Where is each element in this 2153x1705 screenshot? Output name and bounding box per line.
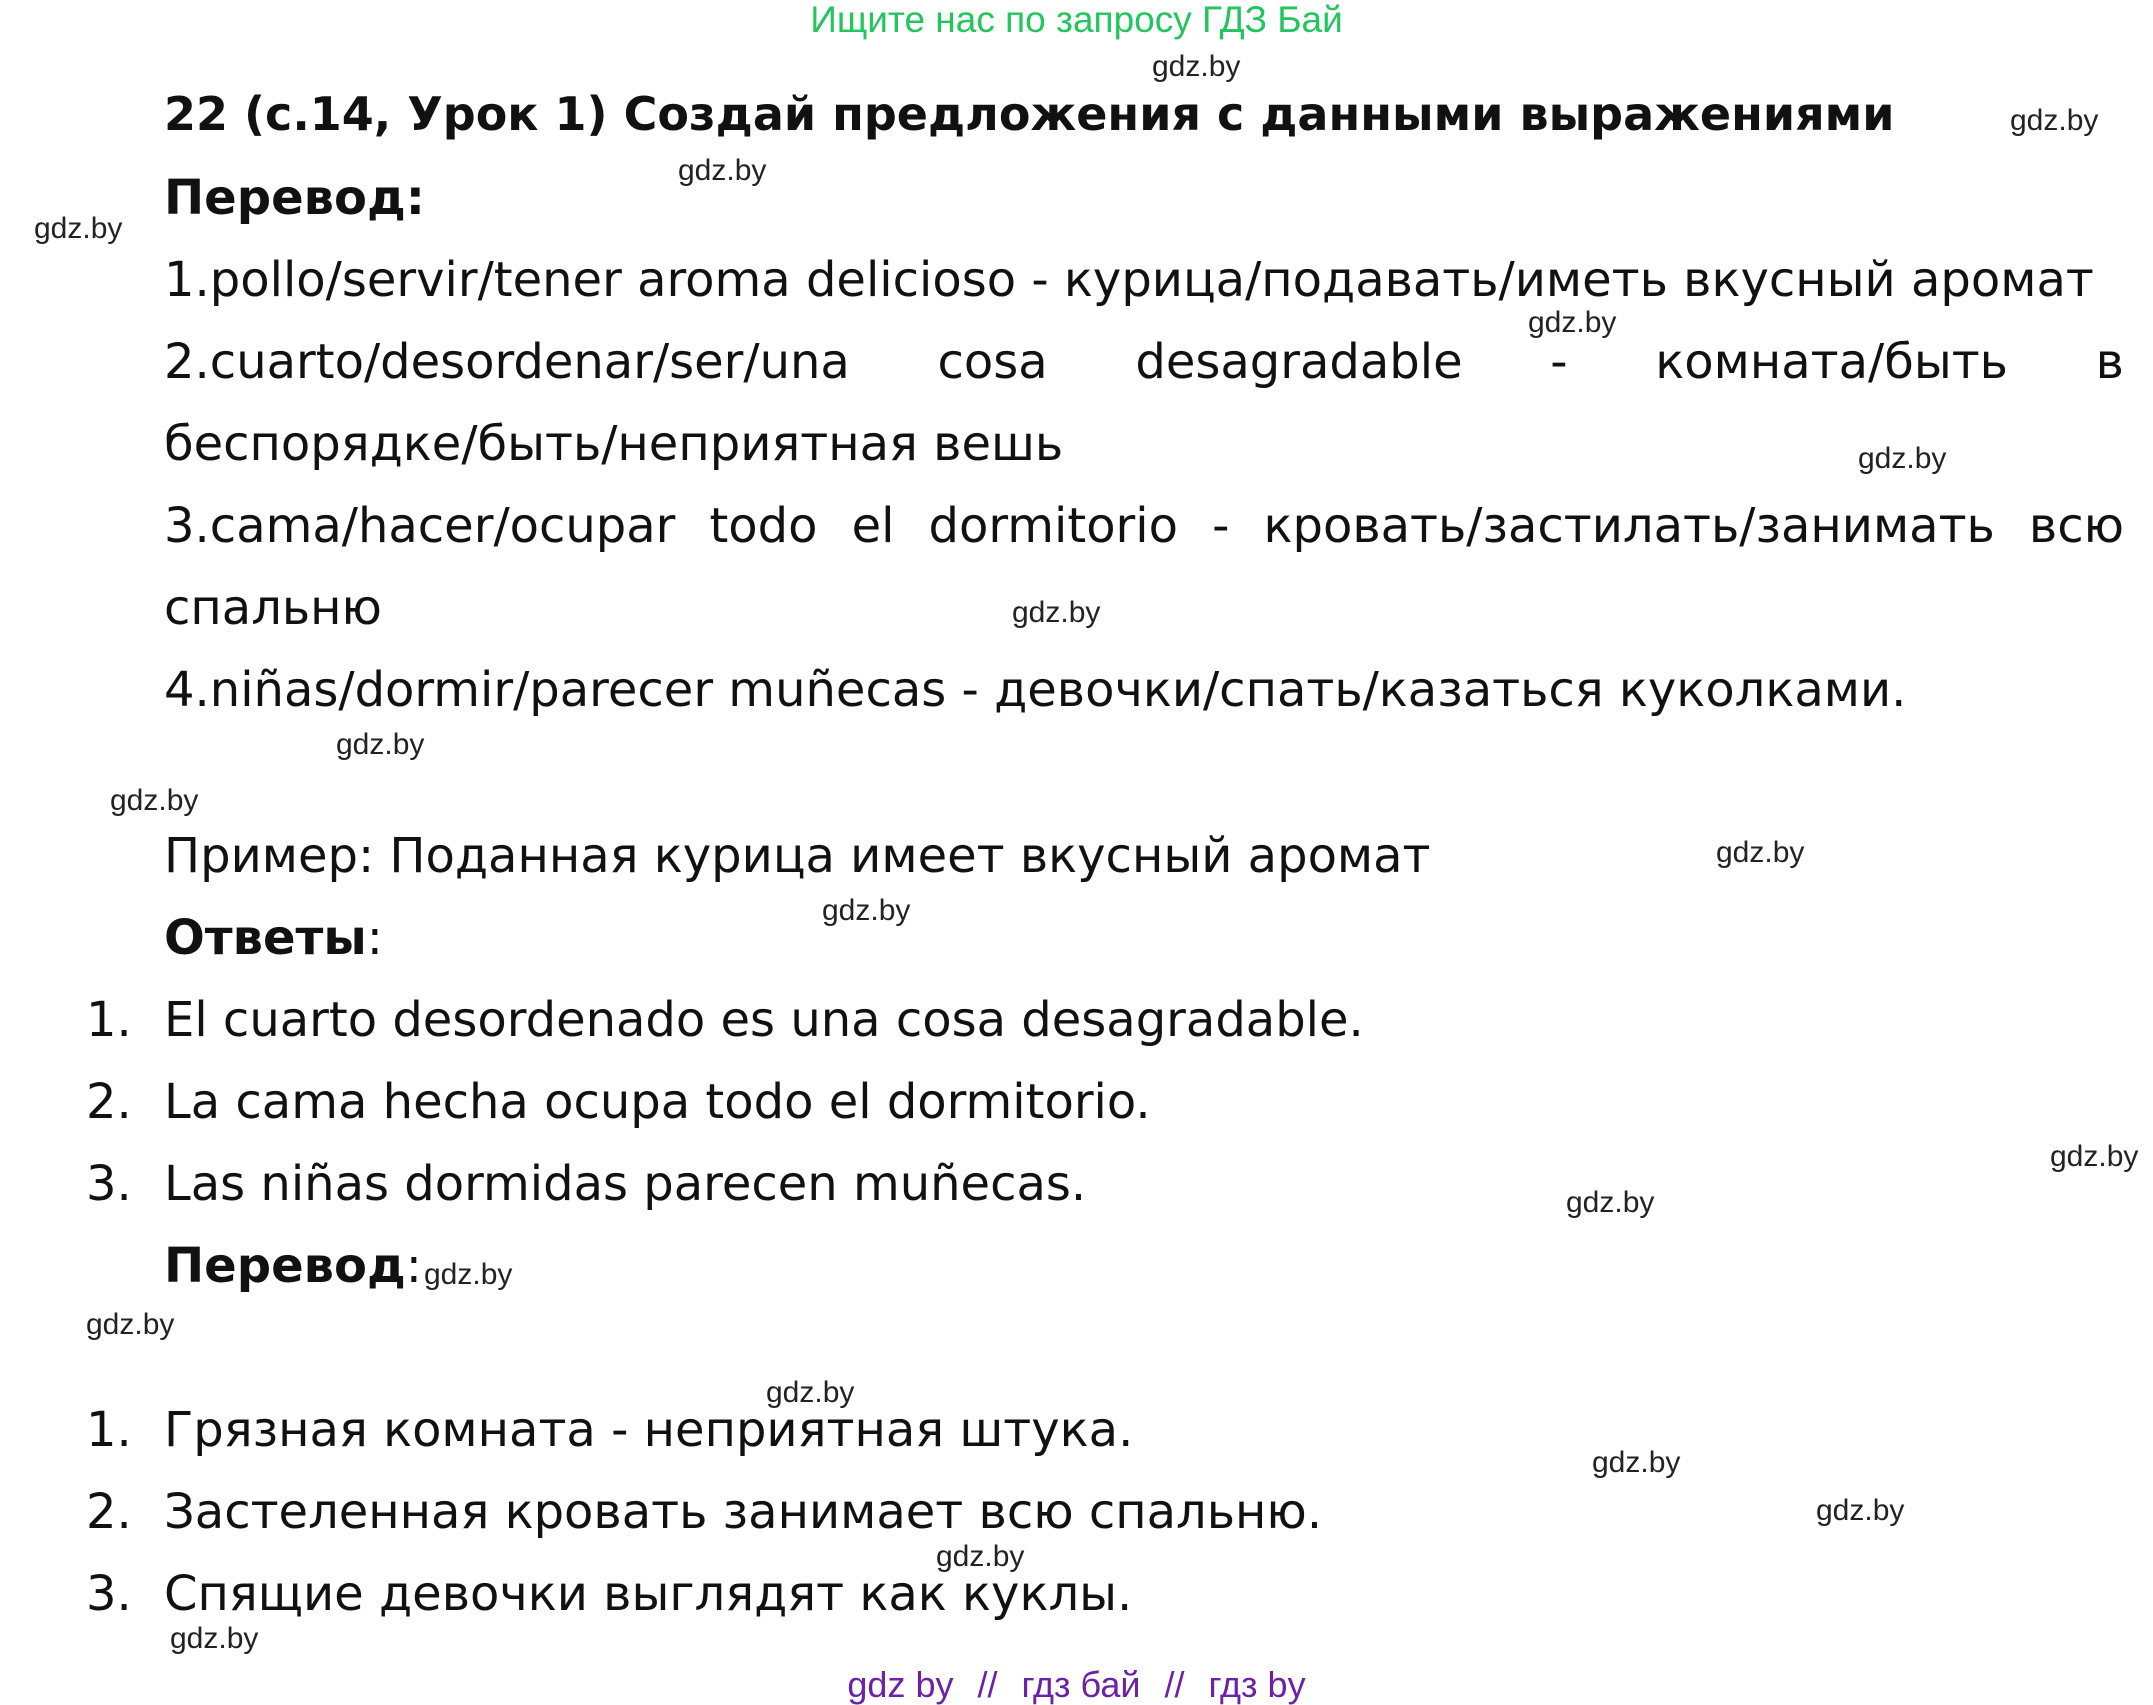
watermark: gdz.by <box>1592 1446 1681 1479</box>
answer-text: Las niñas dormidas parecen muñecas. <box>164 1156 1087 1212</box>
task-item-3-word: 3.cama/hacer/ocupar <box>164 498 676 554</box>
task-item-4: 4.niñas/dormir/parecer muñecas - девочки/спать/казаться куколками. <box>164 662 1907 718</box>
translation-item <box>86 1400 1133 1460</box>
task-item-2-word: комната/быть <box>1655 334 2008 390</box>
task-item-3-word: todo <box>709 498 818 554</box>
task-item-3-word: кровать/застилать/занимать <box>1263 498 1995 554</box>
task-title: 22 (с.14, Урок 1) Создай предложения с данными выражениями <box>164 87 1895 141</box>
task-item-3 <box>164 496 2124 556</box>
answers-translation-heading-text: Перевод <box>164 1238 406 1294</box>
task-item-3-word: el <box>851 498 895 554</box>
translation-number: 3. <box>86 1566 132 1622</box>
translation-number: 1. <box>86 1402 132 1458</box>
task-item-2-word: cosa <box>937 334 1048 390</box>
footer-link-gdz-by[interactable]: gdz by <box>847 1664 954 1705</box>
translation-text: Застеленная кровать занимает всю спальню. <box>164 1484 1323 1540</box>
watermark: gdz.by <box>1012 596 1101 629</box>
answers-translation-heading-colon: : <box>405 1238 422 1294</box>
answer-number: 2. <box>86 1074 132 1130</box>
task-item-3-word: всю <box>2028 498 2124 554</box>
top-banner-link[interactable]: Ищите нас по запросу ГДЗ Бай <box>810 0 1343 40</box>
translation-text: Грязная комната - неприятная штука. <box>164 1402 1134 1458</box>
answer-number: 3. <box>86 1156 132 1212</box>
watermark: gdz.by <box>1858 442 1947 475</box>
watermark: gdz.by <box>1528 306 1617 339</box>
answers-heading-colon: : <box>366 910 383 966</box>
task-item-2-word: desagradable <box>1135 334 1463 390</box>
translation-number: 2. <box>86 1484 132 1540</box>
answers-translation-heading <box>164 1236 422 1296</box>
footer-link-gdz-by-cyr[interactable]: гдз by <box>1208 1664 1306 1705</box>
watermark: gdz.by <box>336 728 425 761</box>
translation-heading: Перевод: <box>164 170 425 226</box>
answer-item <box>86 990 1364 1050</box>
watermark: gdz.by <box>34 212 123 245</box>
answer-text: El cuarto desordenado es una cosa desagradable. <box>164 992 1364 1048</box>
watermark: gdz.by <box>1152 50 1241 83</box>
answer-item <box>86 1072 1151 1132</box>
task-item-2-word: 2.cuarto/desordenar/ser/una <box>164 334 850 390</box>
watermark: gdz.by <box>110 784 199 817</box>
answer-number: 1. <box>86 992 132 1048</box>
watermark: gdz.by <box>86 1308 175 1341</box>
translation-text: Спящие девочки выглядят как куклы. <box>164 1566 1133 1622</box>
watermark: gdz.by <box>936 1540 1025 1573</box>
translation-item <box>86 1482 1322 1542</box>
example-sentence: Пример: Поданная курица имеет вкусный аромат <box>164 828 1431 884</box>
footer-separator: // <box>977 1664 998 1705</box>
watermark: gdz.by <box>424 1258 513 1291</box>
answers-heading-text: Ответы <box>164 910 367 966</box>
task-item-2-word: в <box>2095 334 2124 390</box>
watermark: gdz.by <box>170 1622 259 1655</box>
watermark: gdz.by <box>822 894 911 927</box>
watermark: gdz.by <box>1716 836 1805 869</box>
task-item-3-continuation: спальню <box>164 580 382 636</box>
task-item-2-continuation: беспорядке/быть/неприятная вешь <box>164 416 1064 472</box>
watermark: gdz.by <box>1816 1494 1905 1527</box>
footer-links <box>0 1665 2153 1705</box>
watermark: gdz.by <box>2010 104 2099 137</box>
watermark: gdz.by <box>2050 1140 2139 1173</box>
answer-text: La cama hecha ocupa todo el dormitorio. <box>164 1074 1151 1130</box>
footer-link-gdz-bai[interactable]: гдз бай <box>1021 1664 1141 1705</box>
footer-separator: // <box>1164 1664 1185 1705</box>
top-banner[interactable] <box>0 0 2153 40</box>
task-item-1: 1.pollo/servir/tener aroma delicioso - курица/подавать/иметь вкусный аромат <box>164 252 2094 308</box>
answers-heading <box>164 908 383 968</box>
answer-item <box>86 1154 1086 1214</box>
task-item-3-word: dormitorio <box>928 498 1178 554</box>
watermark: gdz.by <box>678 154 767 187</box>
task-item-2-word: - <box>1550 334 1568 390</box>
watermark: gdz.by <box>1566 1186 1655 1219</box>
watermark: gdz.by <box>766 1376 855 1409</box>
task-item-2 <box>164 332 2124 392</box>
task-item-3-word: - <box>1212 498 1230 554</box>
